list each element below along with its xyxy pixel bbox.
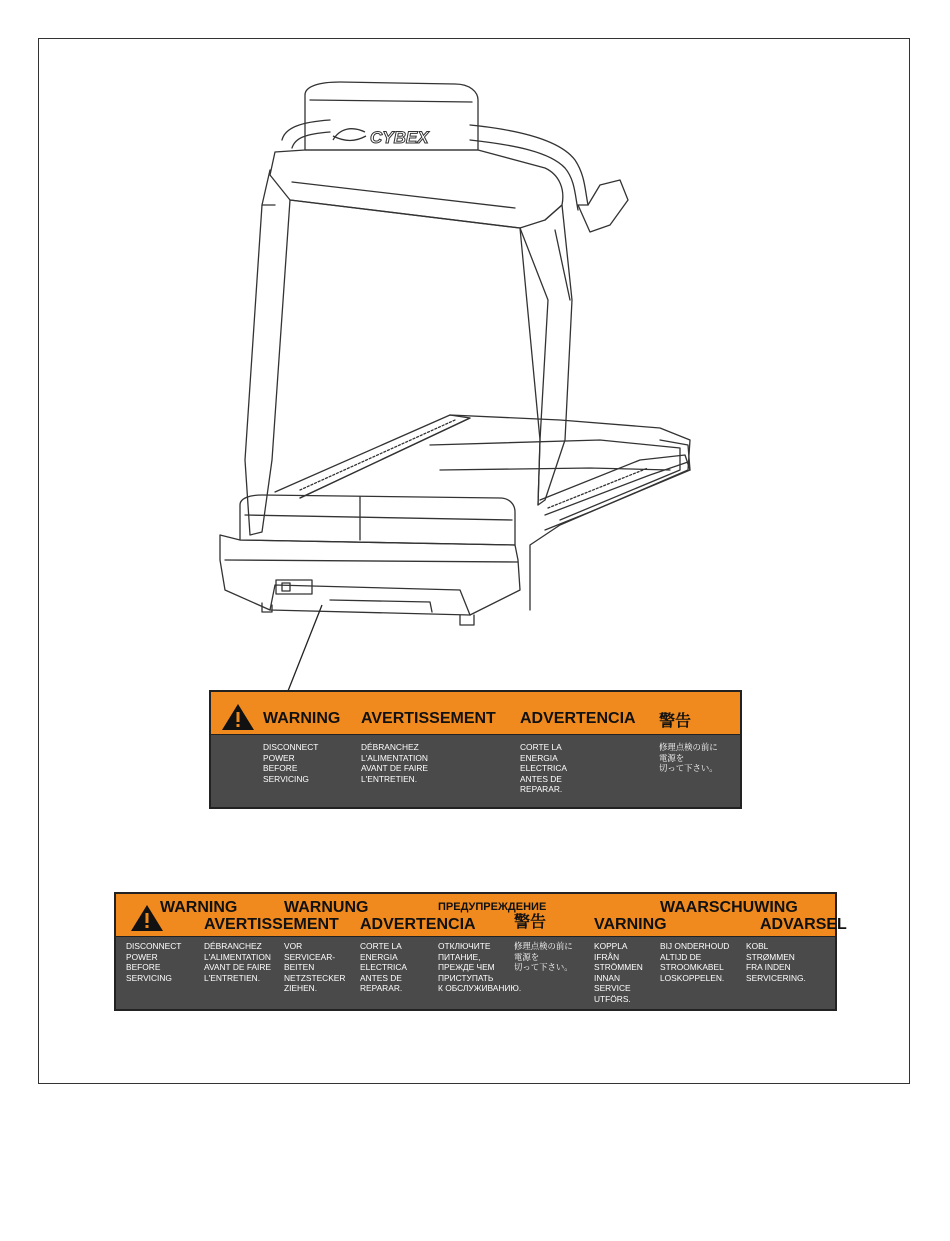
warning-triangle-icon	[221, 703, 255, 731]
body-en: DISCONNECT POWER BEFORE SERVICING	[126, 941, 182, 983]
body-ja: 修理点検の前に 電源を 切って下さい。	[659, 742, 718, 774]
warning-label-large	[114, 892, 847, 1011]
heading-waarschuwing: WAARSCHUWING	[660, 899, 798, 916]
body-fr: DÉBRANCHEZ L'ALIMENTATION AVANT DE FAIRE L'ENTRETIEN.	[361, 742, 429, 784]
body-fr: DÉBRANCHEZ L'ALIMENTATION AVANT DE FAIRE L'ENTRETIEN.	[204, 941, 272, 983]
body-en: DISCONNECT POWER BEFORE SERVICING	[263, 742, 319, 784]
callout-leader-line	[288, 605, 322, 691]
svg-text:CYBEX: CYBEX	[370, 128, 429, 147]
warning-triangle-icon	[130, 904, 164, 932]
body-ru: ОТКЛЮЧИТЕ ПИТАНИЕ, ПРЕЖДЕ ЧЕМ ПРИСТУПАТЬ К ОБСЛУЖИВАНИЮ.	[438, 941, 522, 994]
heading-avertissement: AVERTISSEMENT	[204, 916, 339, 933]
warning-label-small	[209, 690, 742, 809]
heading-keikoku: 警告	[514, 914, 547, 931]
heading-warning: WARNING	[263, 710, 341, 727]
body-es: CORTE LA ENERGIA ELECTRICA ANTES DE REPARAR.	[360, 941, 408, 994]
heading-warning: WARNING	[160, 899, 238, 916]
body-da: KOBL STRØMMEN FRA INDEN SERVICERING.	[746, 941, 806, 983]
heading-advertencia: ADVERTENCIA	[520, 710, 636, 727]
heading-warnung: WARNUNG	[284, 899, 369, 916]
body-nl: BIJ ONDERHOUD ALTIJD DE STROOMKABEL LOSKOPPELEN.	[660, 941, 730, 983]
body-ja: 修理点検の前に 電源を 切って下さい。	[514, 941, 573, 973]
body-sv: KOPPLA IFRÅN STRÖMMEN INNAN SERVICE UTFÖRS.	[594, 941, 643, 1004]
body-es: CORTE LA ENERGIA ELECTRICA ANTES DE REPARAR.	[520, 742, 568, 795]
heading-avertissement: AVERTISSEMENT	[361, 710, 496, 727]
heading-keikoku: 警告	[659, 713, 692, 730]
heading-varning: VARNING	[594, 916, 667, 933]
heading-advertencia: ADVERTENCIA	[360, 916, 476, 933]
heading-advarsel: ADVARSEL	[760, 916, 847, 933]
body-de: VOR SERVICEAR- BEITEN NETZSTECKER ZIEHEN.	[284, 941, 346, 994]
heading-preduprezhdenie: ПРЕДУПРЕЖДЕНИЕ	[438, 901, 547, 913]
cybex-logo	[333, 128, 430, 147]
